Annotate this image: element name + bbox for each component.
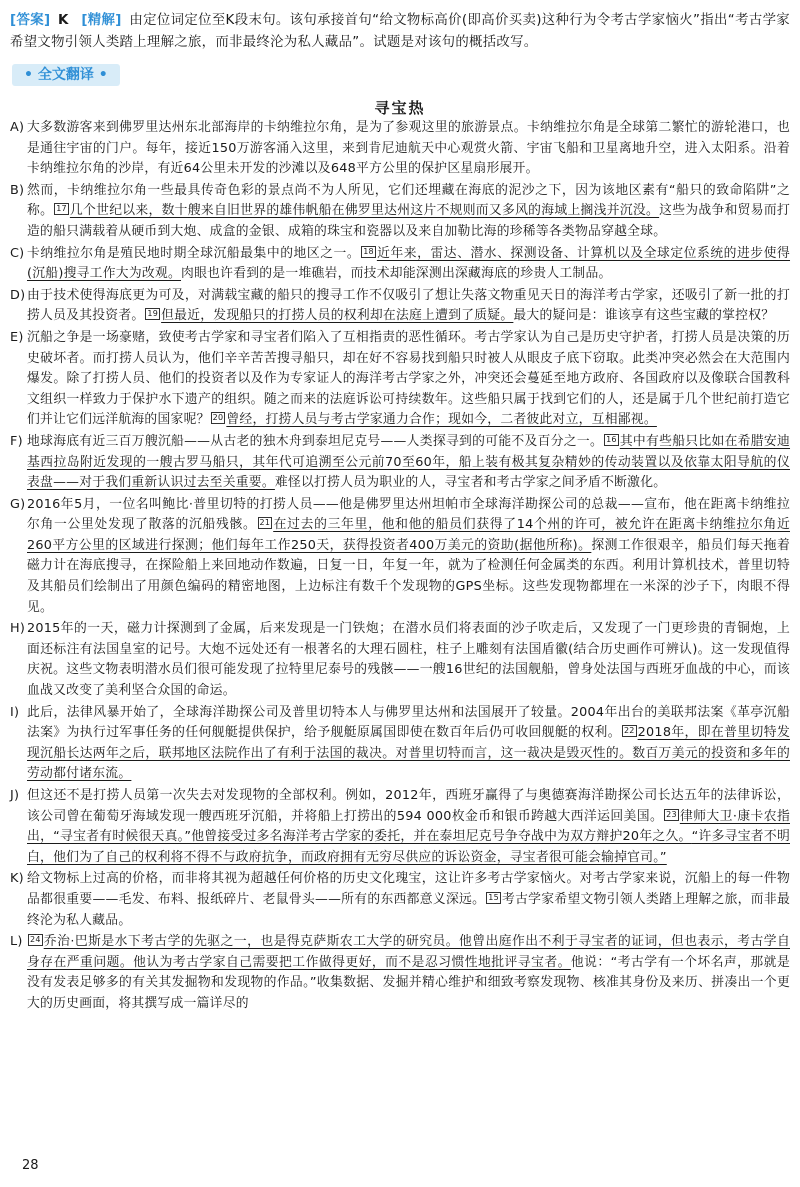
question-number: 20 xyxy=(212,413,224,423)
paragraph-d xyxy=(10,286,790,327)
underlined-sentence: 乔治·巴斯是水下考古学的先驱之一，也是得克萨斯农工大学的研究员。他曾出庭作出不利于寻宝者的证词，但也表示，考古学自身存在严重问题。他认为考古学家自己需要把工作做得更好，而不是忍习惯性地批评寻宝者。 xyxy=(27,934,790,970)
underlined-sentence: 2018年，即在普里切特发现沉船长达两年之后，联邦地区法院作出了有利于法国的裁决。对普里切特而言，这一裁决是毁灭性的。数百万美元的投资和多年的劳动都付诸东流。 xyxy=(27,725,790,782)
question-number: 21 xyxy=(259,518,271,528)
question-number: 17 xyxy=(56,204,67,214)
underlined-sentence: 在过去的三年里，他和他的船员们获得了14个州的许可，被允许在距离卡纳维拉尔角近260平方公里的区域进行探测；他们每年工作250天，获得投资者400万美元的资助(据他所称)。 xyxy=(27,517,790,553)
text-segment: 但这还不是打捞人员第一次失去对发现物的全部权利。例如，2012年，西班牙赢得了与奥德赛海洋勘探公司长达五年的法律诉讼，该公司曾在葡萄牙海域发现一艘西班牙沉船，并将船上打捞出的594 000枚金币和银币跨越大西洋运回美国。 xyxy=(27,788,790,824)
answer-letter: K xyxy=(58,13,69,28)
paragraph-i xyxy=(10,703,790,785)
paragraph-a xyxy=(10,118,790,180)
text-segment: 大多数游客来到佛罗里达州东北部海岸的卡纳维拉尔角，是为了参观这里的旅游景点。卡纳维拉尔角是全球第二繁忙的游轮港口，也是通往宇宙的门户。每年，接近150万游客涌入这里，来到肯尼迪航天中心观赏火箭、宇宙飞船和卫星离地升空，进入太阳系。沿着卡纳维拉尔角的沙岸，有近64公里未开发的沙滩以及648平方公里的保护区星扇形展开。 xyxy=(27,120,790,177)
paragraph-h xyxy=(10,619,790,701)
paragraph-j xyxy=(10,786,790,868)
paragraph-l xyxy=(10,932,790,1014)
paragraph-label: L) xyxy=(10,934,23,950)
underlined-sentence: 其中有些船只比如在希腊安迪基西拉岛附近发现的一艘古罗马船只，其年代可追溯至公元前70至60年，船上装有极其复杂精妙的传动装置以及依靠太阳导航的仪表盘——对于我们重新认识过去至关重要。 xyxy=(27,433,791,491)
text-segment: 此后，法律风暴开始了，全球海洋勘探公司及普里切特本人与佛罗里达州和法国展开了较量。2004年出台的美联邦法案《革亭沉船法案》为执行过军事任务的任何舰艇提供保护，给予舰艇原属国即使在数百年后仍可收回舰艇的权利。 xyxy=(27,704,790,741)
underlined-sentence: 曾经，打捞人员与考古学家通力合作；现如今，二者彼此对立，互相鄙视。 xyxy=(226,412,657,428)
paragraph-label: D) xyxy=(10,287,26,303)
answer-block xyxy=(10,10,790,54)
paragraph-text xyxy=(27,786,790,868)
paragraph-text xyxy=(27,932,790,1014)
text-segment: 肉眼也许看到的是一堆礁岩，而技术却能深测出深藏海底的珍贵人工制品。 xyxy=(181,266,612,282)
section-label: • 全文翻译 • xyxy=(12,64,120,86)
paragraph-c xyxy=(10,244,790,285)
text-segment: 考古学家希望文物引领人类踏上理解之旅，而非最终沦为私人藏品。 xyxy=(27,891,791,928)
paragraph-label: A) xyxy=(10,120,25,135)
paragraph-label: I) xyxy=(10,704,20,720)
text-segment: 卡纳维拉尔角是殖民地时期全球沉船最集中的地区之一。 xyxy=(27,245,361,261)
question-number: 18 xyxy=(363,246,374,256)
text-segment: 他说：“考古学有一个坏名声，那就是没有发表足够多的有关其发掘物和发现物的作品。”收集数据、发掘并精心维护和细致考察发现物、核准其身份及来历、拼凑出一个更大的历史画面，将其撰写成一篇详尽的 xyxy=(27,954,790,1011)
paragraph-text xyxy=(27,619,790,701)
text-segment: 2015年的一天，磁力计探测到了金属，后来发现是一门铁炮；在潜水员们将表面的沙子吹走后，又发现了一门更珍贵的青铜炮，上面还标注有法国皇室的记号。大炮不远处还有一根著名的大理石圆柱，柱子上雕刻有法国盾徽(结合历史画作可辨认)。这一发现值得庆祝。这些文物表明潜水员们很可能发现了拉特里尼泰号的残骸——一艘16世纪的法国舰船，曾身处法国与西班牙血战的中心，而该血战又改变了美利坚合众国的命运。 xyxy=(27,621,790,699)
text-segment: 最大的疑问是：谁该享有这些宝藏的掌控权？ xyxy=(513,308,775,324)
text-segment: 由于技术使得海底更为可及，对满载宝藏的船只的搜寻工作不仅吸引了想让失落文物重见天日的海洋考古学家，还吸引了新一批的打捞人员及其投资者。 xyxy=(27,287,790,324)
text-segment: 给文物标上过高的价格，而非将其视为超越任何价格的历史文化瑰宝，这让许多考古学家恼火。对考古学家来说，沉船上的每一件物品都很重要——毛发、布料、报纸碎片、老鼠骨头——所有的东西都意义深远。 xyxy=(27,871,790,907)
answer-tag: [答案] xyxy=(10,13,51,28)
paragraph-f xyxy=(10,432,790,494)
question-number: 15 xyxy=(488,892,499,902)
paragraph-label: B) xyxy=(10,182,25,198)
paragraph-label: F) xyxy=(10,433,23,449)
text-segment: 然而，卡纳维拉尔角一些最具传奇色彩的景点尚不为人所见，它们还埋藏在海底的泥沙之下，因为该地区素有“船只的致命陷阱”之称。 xyxy=(27,182,790,219)
text-segment: 2016年5月，一位名叫鲍比·普里切特的打捞人员——他是佛罗里达州坦帕市全球海洋勘探公司的总裁——宣布，他在距离卡纳维拉尔角一公里处发现了散落的沉船残骸。 xyxy=(27,496,790,533)
underlined-sentence: 律师大卫·康卡农指出，“寻宝者有时候很天真。”他曾接受过多名海洋考古学家的委托，并在泰坦尼克号争夺战中为双方辩护20年之久。 xyxy=(27,808,790,845)
paragraph-text xyxy=(27,118,790,180)
paragraph-b xyxy=(10,181,790,243)
paragraph-label: C) xyxy=(10,245,25,261)
paragraph-text xyxy=(27,495,790,619)
paragraph-label: K) xyxy=(10,871,24,887)
paragraph-k xyxy=(10,869,790,931)
question-number: 23 xyxy=(666,809,677,819)
page-number: 28 xyxy=(22,1158,39,1173)
underlined-sentence: 但最近，发现船只的打捞人员的权利却在法庭上遭到了质疑。 xyxy=(161,308,514,324)
paragraph-label: J) xyxy=(10,788,20,803)
text-segment: 沉船之争是一场豪赌，致使考古学家和寻宝者们陷入了互相指责的恶性循环。考古学家认为自己是历史守护者，打捞人员是决策的历史破坏者。而打捞人员认为，他们辛辛苦苦搜寻船只，却在好不容易找到船只时被人从眼皮子底下窃取。此类冲突必然会在大范围内爆发。除了打捞人员、他们的投资者以及作为专家证人的海洋考古学家之外，冲突还会蔓延至地方政府、各国政府以及像联合国教科文组织一样致力于保护水下遗产的组织。随之而来的法庭诉讼可持续数年。这些船只属于找到它们的人，还是属于几个世纪前打造它们并让它们远洋航海的国家呢？ xyxy=(27,329,790,428)
paragraph-text xyxy=(27,244,790,285)
underlined-sentence: 近年来，雷达、潜水、探测设备、计算机以及全球定位系统的进步使得(沉船)搜寻工作大为改观。 xyxy=(27,245,791,282)
paragraph-label: H) xyxy=(10,621,26,637)
text-segment: 探测工作很艰辛，船员们每天拖着磁力计在海底搜寻，在探险船上来回地动作数遍，日复一日，年复一年，就为了检测任何金属类的东西。利用计算机技术，普里切特及其船员们绘制出了用颜色编码的精密地图，上边标注有数千个发现物的GPS坐标。这些发现物都埋在一米深的沙子下，肉眼不得见。 xyxy=(27,537,790,615)
paragraph-label: G) xyxy=(10,496,26,512)
paragraph-text xyxy=(27,869,790,931)
question-number: 22 xyxy=(623,726,635,736)
translation-paragraphs xyxy=(10,118,790,1016)
text-segment: 地球海底有近三百万艘沉船——从古老的独木舟到泰坦尼克号——人类探寻到的可能不及百分之一。 xyxy=(27,433,604,449)
analysis-text: 由定位词定位至K段末句。该句承接首句“给文物标高价(即高价买卖)这种行为令考古学家恼火”指出“考古学家希望文物引领人类踏上理解之旅，而非最终沦为私人藏品”。试题是对该句的概括改写。 xyxy=(10,13,791,50)
paragraph-text xyxy=(27,703,790,785)
paragraph-text xyxy=(27,181,790,243)
paragraph-text xyxy=(27,286,790,327)
article-title: 寻宝热 xyxy=(374,99,426,117)
underlined-sentence: 几个世纪以来，数十艘来自旧世界的雄伟帆船在佛罗里达州这片不规则而又多风的海域上搁浅并沉没。 xyxy=(69,203,660,219)
question-number: 19 xyxy=(147,309,159,319)
underlined-sentence: “许多寻宝者不明白，他们为了自己的权利将不得不与政府抗争，而政府拥有无穷尽供应的诉讼资金，寻宝者很可能会输掉官司。” xyxy=(27,829,790,865)
paragraph-label: E) xyxy=(10,329,24,345)
question-number: 16 xyxy=(606,434,617,444)
paragraph-e xyxy=(10,328,790,431)
text-segment: 这些为战争和贸易而打造的船只满载着从硬币到大炮、成盒的金银、成箱的珠宝和瓷器以及来自加勒比海的珍稀等各类物品穿越全球。 xyxy=(27,203,791,239)
analysis-tag: [精解] xyxy=(81,13,122,28)
paragraph-text xyxy=(27,328,790,431)
paragraph-text xyxy=(27,432,790,494)
question-number: 24 xyxy=(30,935,41,945)
text-segment: 难怪以打捞人员为职业的人，寻宝者和考古学家之间矛盾不断激化。 xyxy=(274,475,667,491)
paragraph-g xyxy=(10,495,790,619)
